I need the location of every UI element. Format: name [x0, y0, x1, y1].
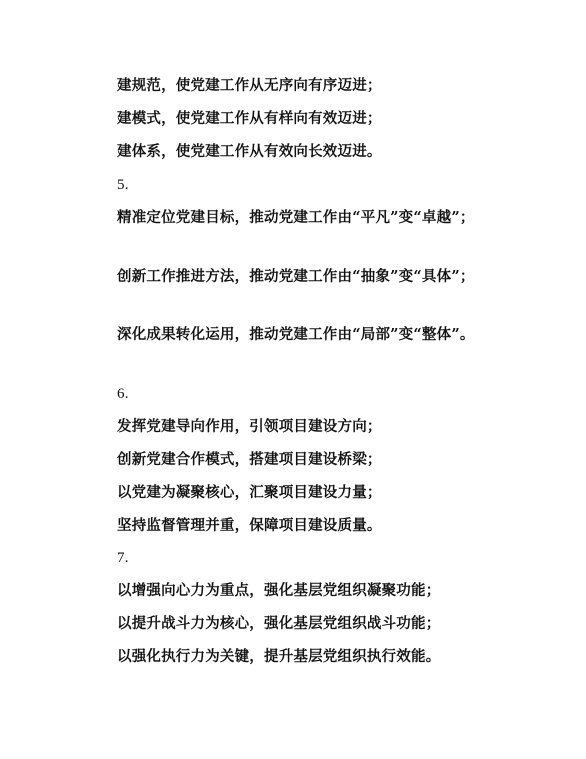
text-line: 建体系，使党建工作从有效向长效迈进。: [117, 143, 382, 160]
text-line: 创新工作推进方法，推动党建工作由“抽象”变“具体”；: [117, 268, 475, 285]
text-line: 坚持监督管理并重，保障项目建设质量。: [117, 517, 382, 534]
text-line: 以提升战斗力为核心，强化基层党组织战斗功能；: [117, 615, 441, 632]
text-line: 深化成果转化运用，推动党建工作由“局部”变“整体”。: [117, 326, 475, 343]
text-line: 以强化执行力为关键，提升基层党组织执行效能。: [117, 648, 441, 665]
text-line: 建模式，使党建工作从有样向有效迈进；: [117, 110, 382, 127]
text-line: 建规范，使党建工作从无序向有序迈进；: [117, 77, 382, 94]
text-line: 精准定位党建目标，推动党建工作由“平凡”变“卓越”；: [117, 209, 475, 226]
section-number: 7.: [117, 550, 129, 566]
text-line: 以党建为凝聚核心，汇聚项目建设力量；: [117, 484, 382, 501]
text-line: 发挥党建导向作用，引领项目建设方向；: [117, 418, 382, 435]
text-line: 以增强向心力为重点，强化基层党组织凝聚功能；: [117, 582, 441, 599]
section-number: 6.: [117, 386, 129, 402]
text-line: 创新党建合作模式，搭建项目建设桥梁；: [117, 451, 382, 468]
section-number: 5.: [117, 177, 129, 193]
